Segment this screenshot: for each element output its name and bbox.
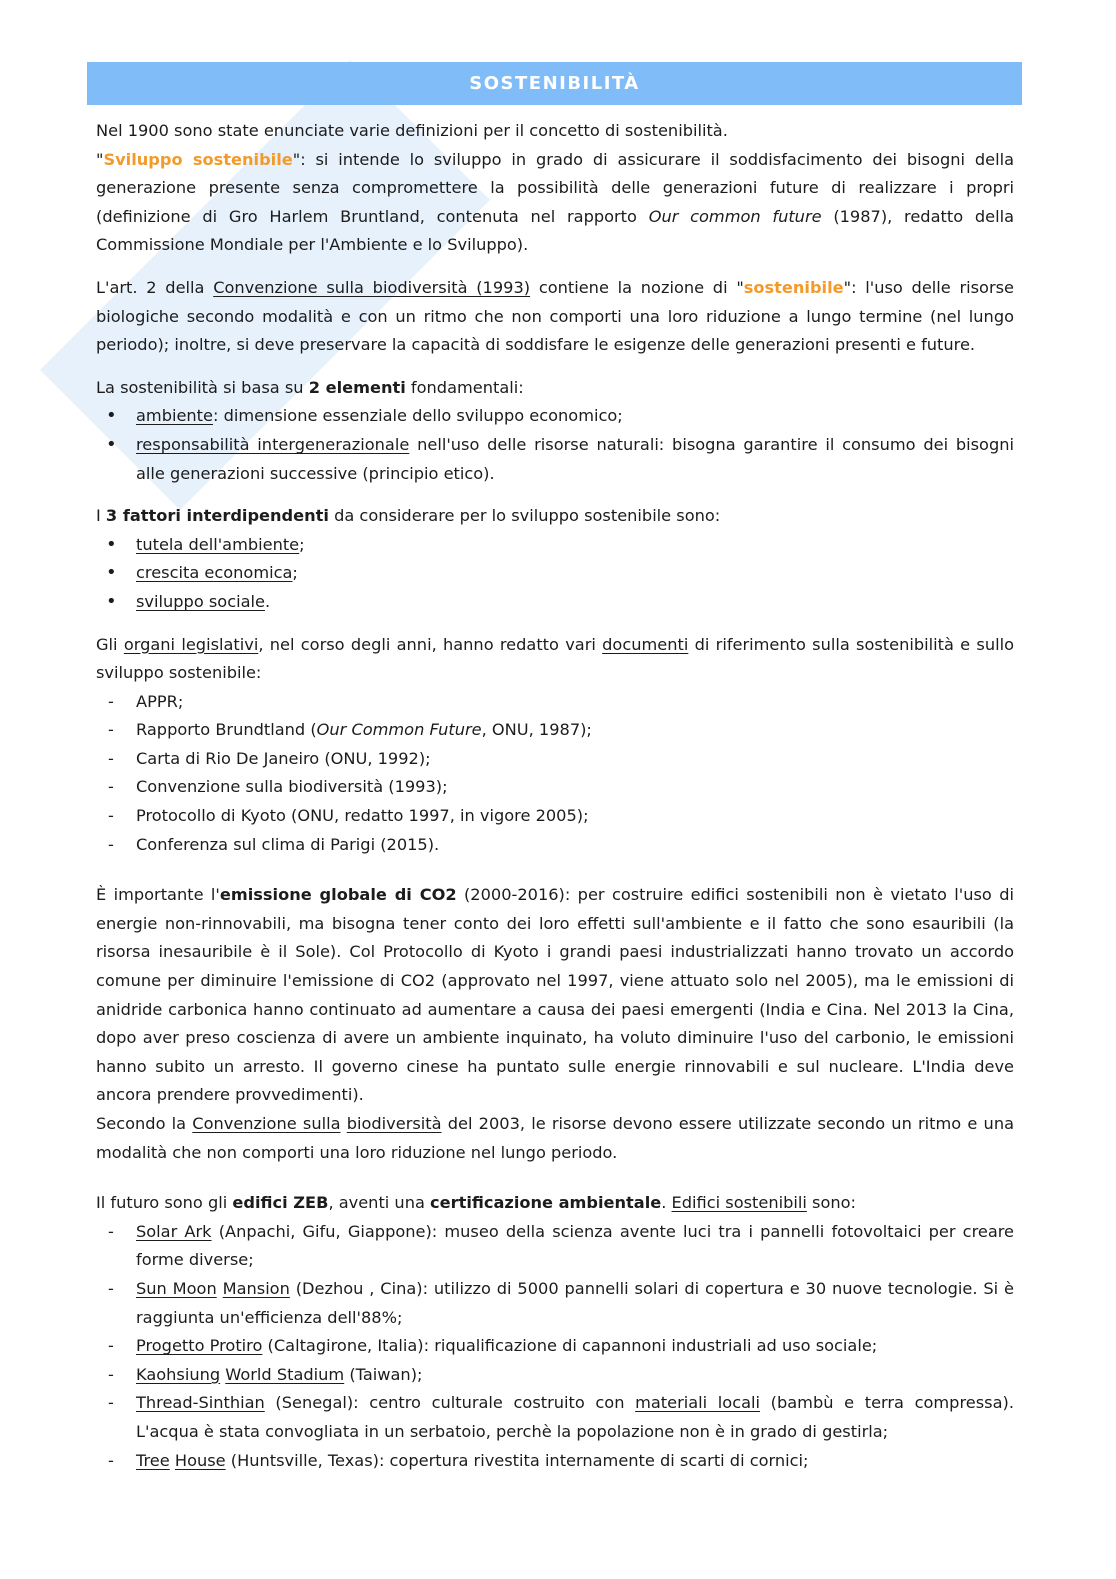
fattori-list — [96, 531, 1014, 617]
list-item: - Carta di Rio De Janeiro (ONU, 1992); — [96, 745, 1014, 774]
list-item: - Protocollo di Kyoto (ONU, redatto 1997, in vigore 2005); — [96, 802, 1014, 831]
list-item: • responsabilità intergenerazionale nell'uso delle risorse naturali: bisogna garantire il consumo dei bisogni alle generazioni successive (principio etico). — [96, 431, 1014, 488]
page-title — [87, 62, 1022, 105]
paragraph-elementi: La sostenibilità si basa su 2 elementi fondamentali: — [96, 377, 524, 397]
documenti-list — [96, 688, 1014, 860]
list-item: - Tree House (Huntsville, Texas): copertura rivestita internamente di scarti di cornici; — [96, 1447, 1014, 1476]
list-item: • crescita economica; — [96, 559, 1014, 588]
list-item: - Kaohsiung World Stadium (Taiwan); — [96, 1361, 1014, 1390]
paragraph-documenti: Gli organi legislativi, nel corso degli anni, hanno redatto vari documenti di riferimento sulla sostenibilità e sullo sviluppo sostenibile: — [96, 634, 1015, 683]
elementi-list — [96, 402, 1014, 488]
link-convenzione: Convenzione sulla biodiversità (1993) — [213, 277, 531, 297]
term-sostenibile: sostenibile — [743, 277, 844, 297]
list-item: - Rapporto Brundtland (Our Common Future, ONU, 1987); — [96, 716, 1014, 745]
edifici-list — [96, 1218, 1014, 1475]
list-item: • ambiente: dimensione essenziale dello sviluppo economico; — [96, 402, 1014, 431]
list-item: - Solar Ark (Anpachi, Gifu, Giappone): museo della scienza avente luci tra i pannelli fotovoltaici per creare forme diverse; — [96, 1218, 1014, 1275]
paragraph-convenzione: L'art. 2 della Convenzione sulla biodiversità (1993) contiene la nozione di "sostenibile": l'uso delle risorse biologiche secondo modalità e con un ritmo che non comporti una loro riduzione a lungo termine (nel lungo periodo); inoltre, si deve preservare la capacità di soddisfare le esigenze delle generazioni presenti e future. — [96, 277, 1015, 355]
list-item: • tutela dell'ambiente; — [96, 531, 1014, 560]
paragraph-emissioni: È importante l'emissione globale di CO2 (2000-2016): per costruire edifici sostenibili non è vietato l'uso di energie non-rinnovabili, ma bisogna tener conto dei loro effetti sull'ambiente e il fatto che sono esauribili (la risorsa inesauribile è il Sole). Col Protocollo di Kyoto i grandi paesi industrializzati hanno trovato un accordo comune per diminuire l'emissione di CO2 (approvato nel 1997, viene attuato solo nel 2005), ma le emissioni di anidride carbonica hanno continuato ad aumentare a causa dei paesi emergenti (India e Cina. Nel 2013 la Cina, dopo aver preso coscienza di avere un ambiente inquinato, ha voluto diminuire l'uso del carbonio, le emissioni hanno subito un arresto. Il governo cinese ha puntato sulle energie rinnovabili e sul nucleare. L'India deve ancora prendere provvedimenti). — [96, 885, 1014, 1105]
list-item: - APPR; — [96, 688, 1014, 717]
document-body — [96, 117, 1014, 1475]
list-item: - Progetto Protiro (Caltagirone, Italia): riqualificazione di capannoni industriali ad uso sociale; — [96, 1332, 1014, 1361]
list-item: - Sun Moon Mansion (Dezhou , Cina): utilizzo di 5000 pannelli solari di copertura e 30 nuove tecnologie. Si è raggiunta un'efficienza dell'88%; — [96, 1275, 1014, 1332]
list-item: - Conferenza sul clima di Parigi (2015). — [96, 831, 1014, 860]
page-title-text: SOSTENIBILITÀ — [469, 73, 640, 94]
paragraph-zeb: Il futuro sono gli edifici ZEB, aventi una certificazione ambientale. Edifici sostenibili sono: — [96, 1193, 856, 1213]
paragraph-biodiversita: Secondo la Convenzione sulla biodiversità del 2003, le risorse devono essere utilizzate secondo un ritmo e una modalità che non comporti una loro riduzione nel lungo periodo. — [96, 1114, 1014, 1162]
paragraph-intro: Nel 1900 sono state enunciate varie definizioni per il concetto di sostenibilità. — [96, 121, 728, 140]
paragraph-fattori: I 3 fattori interdipendenti da considerare per lo sviluppo sostenibile sono: — [96, 506, 721, 526]
list-item: - Thread-Sinthian (Senegal): centro culturale costruito con materiali locali (bambù e terra compressa). L'acqua è stata convogliata in un serbatoio, perchè la popolazione non è in grado di gestirla; — [96, 1389, 1014, 1446]
paragraph-definition: "Sviluppo sostenibile": si intende lo sviluppo in grado di assicurare il soddisfacimento dei bisogni della generazione presente senza compromettere la possibilità delle generazioni future di realizzare i propri (definizione di Gro Harlem Bruntland, contenuta nel rapporto Our common future (1987), redatto della Commissione Mondiale per l'Ambiente e lo Sviluppo). — [96, 149, 1015, 255]
list-item: - Convenzione sulla biodiversità (1993); — [96, 773, 1014, 802]
list-item: • sviluppo sociale. — [96, 588, 1014, 617]
term-sviluppo-sostenibile: Sviluppo sostenibile — [103, 149, 293, 169]
